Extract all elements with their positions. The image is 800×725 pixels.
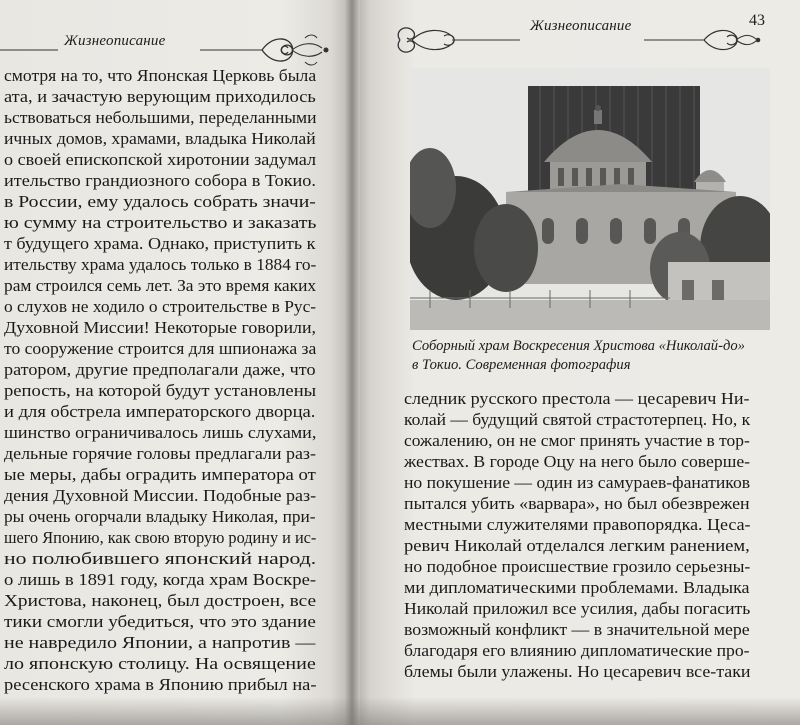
text-line: то сооружение строится для шпионажа за xyxy=(4,339,317,358)
text-line: ительству храма удалось только в 1884 го- xyxy=(4,255,317,274)
cathedral-photo xyxy=(410,68,770,330)
text-line: ратором, другие предполагали даже, что xyxy=(4,360,316,379)
text-line: ичных домов, храмами, владыка Николай xyxy=(4,129,316,148)
left-header-ornament xyxy=(0,30,340,70)
text-line: ительство грандиозного собора в Токио. xyxy=(4,171,316,190)
text-line: рам строился семь лет. За это время каких xyxy=(4,276,317,295)
text-line: и для обстрела императорского дворца. xyxy=(4,402,316,421)
text-line: репость, на которой будут установлены xyxy=(4,381,317,400)
left-page xyxy=(0,0,352,725)
text-line: в России, ему удалось собрать значи- xyxy=(4,192,316,211)
text-line: ьствоваться небольшими, переделанными xyxy=(4,108,317,127)
text-line: ресенского храма в Японию прибыл на- xyxy=(4,675,317,694)
right-running-head: Жизнеописание xyxy=(530,18,632,34)
text-line: местными служителями правопорядка. Цеса- xyxy=(404,515,751,534)
text-line: шего Японию, как свою вторую родину и ис- xyxy=(4,528,317,547)
text-line: следник русского престола — цесаревич Ни- xyxy=(404,389,750,408)
book-spine-shadow xyxy=(344,0,360,725)
text-line: блемы были улажены. Но цесаревич все-таки xyxy=(404,662,751,681)
text-line: шинство ограничивалось лишь слухами, xyxy=(4,423,317,442)
photo-caption-line: в Токио. Современная фотография xyxy=(412,357,631,373)
text-line: о слухов не ходило о строительстве в Рус- xyxy=(4,297,317,316)
bottom-page-shadow xyxy=(0,697,800,725)
text-line: сожалению, он не смог принять участие в тор- xyxy=(404,431,750,450)
text-line: жествах. В городе Оцу на него было соверше- xyxy=(404,452,751,471)
text-line: тики смогли убедиться, что это здание xyxy=(4,612,316,631)
text-line: ю сумму на строительство и заказать xyxy=(4,213,317,232)
text-line: Николай приложил все усилия, дабы погасить xyxy=(404,599,751,618)
text-line: дельные горячие головы предлагали раз- xyxy=(4,444,316,463)
text-line: ата, и зачастую верующим приходилось xyxy=(4,87,316,106)
text-line: смотря на то, что Японская Церковь была xyxy=(4,66,317,85)
text-line: ми дипломатическими проблемами. Владыка xyxy=(404,578,750,597)
text-line: благодаря его влиянию дипломатические про- xyxy=(404,641,750,660)
text-line: но полюбившего японский народ. xyxy=(4,549,317,568)
text-line: дения Духовной Миссии. Подобные раз- xyxy=(4,486,317,505)
page-number: 43 xyxy=(749,12,765,29)
text-line: ры очень огорчали владыку Николая, при- xyxy=(4,507,316,526)
text-line: ло японскую столицу. На освящение xyxy=(4,654,316,673)
text-line: но подобное происшествие грозило серьезны- xyxy=(404,557,751,576)
text-line: возможный конфликт — в значительной мере xyxy=(404,620,750,639)
text-line: пытался убить «варвара», но был обезврежен xyxy=(404,494,750,513)
left-running-head: Жизнеописание xyxy=(64,33,166,49)
text-line: о лишь в 1891 году, когда храм Воскре- xyxy=(4,570,317,589)
text-line: колай — будущий святой страстотерпец. Но, к xyxy=(404,410,751,429)
text-line: т будущего храма. Однако, приступить к xyxy=(4,234,316,253)
text-line: ревич Николай отделался легким ранением, xyxy=(404,536,750,555)
text-line: ые меры, дабы оградить императора от xyxy=(4,465,316,484)
text-line: о своей епископской хиротонии задумал xyxy=(4,150,317,169)
text-line: но покушение — один из самураев-фанатиков xyxy=(404,473,751,492)
text-line: Духовной Миссии! Некоторые говорили, xyxy=(4,318,317,337)
text-line: не навредило Японии, а напротив — xyxy=(4,633,316,652)
text-line: Христова, наконец, был достроен, все xyxy=(4,591,317,610)
photo-caption-line: Соборный храм Воскресения Христова «Николай-до» xyxy=(412,338,745,354)
